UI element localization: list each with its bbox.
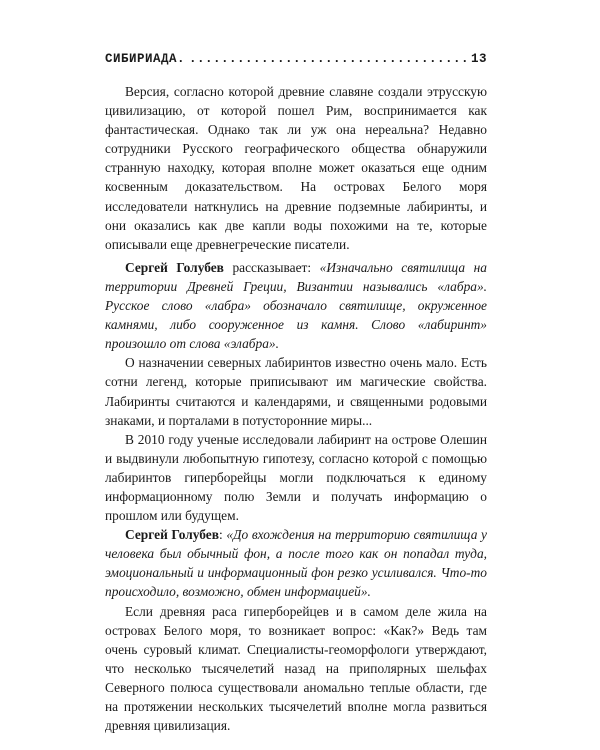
paragraph: Версия, согласно которой древние славяне создали этрусскую цивилизацию, от которой пошел Рим, воспринимается как фантастическая. Однако так ли уж она нереальна? Недавно сотрудники Русского географического общества обнаружили странную находку, которая вполне может оказаться еще одним косвенным доказательством. На островах Белого моря исследователи наткнулись на древние подземные лабиринты, и они оказались как две капли воды похожими на те, которые описывали еще древнегреческие писатели. — [105, 84, 487, 252]
running-head-title: СИБИРИАДА. — [105, 52, 186, 66]
leader-dots — [189, 52, 467, 66]
running-head — [105, 52, 487, 66]
quote-text: «До вхождения на территорию святилища у человека был обычный фон, а после того как он попадал туда, эмоциональный и информационный фон резко усиливался. Что-то происходило, возможно, обмен информацией». — [105, 527, 487, 600]
quote-paragraph: Сергей Голубев рассказывает: «Изначально святилища на территории Древней Греции, Византии назывались «лабра». Русское слово «лабра» обозначало святилище, окруженное камнями, либо сооруженное из камня. Слово «лабиринт» произошло от слова «элабра». — [105, 259, 487, 352]
quote-paragraph: Сергей Голубев: «До вхождения на территорию святилища у человека был обычный фон, а после того как он попадал туда, эмоциональный и информационный фон резко усиливался. Что-то происходило, возможно, обмен информацией». — [105, 527, 487, 600]
page-number: 13 — [470, 52, 487, 66]
paragraph: В 2010 году ученые исследовали лабиринт на острове Олешин и выдвинули любопытную гипотезу, согласно которой с помощью лабиринтов гиперборейцы могли подключаться к единому информационному полю Земли и получать информацию о прошлом или будущем. — [105, 431, 487, 524]
speaker-name: Сергей Голубев — [125, 527, 219, 543]
quote-text: «Изначально святилища на территории Древней Греции, Византии назывались «лабра». Русское слово «лабра» обозначало святилище, окруженное камнями, либо сооруженное из камня. Слово «лабиринт» произошло от слова «элабра». — [105, 259, 487, 352]
body-text — [105, 82, 487, 735]
paragraph: Если древняя раса гиперборейцев и в самом деле жила на островах Белого моря, то возникает вопрос: «Как?» Ведь там очень суровый климат. Специалисты-геоморфологи утверждают, что несколько тысячелетий назад на приполярных шельфах Северного полюса существовали аномально теплые области, где на протяжении нескольких тысячелетий вполне могла развиться древняя цивилизация. — [105, 603, 487, 734]
paragraph: О назначении северных лабиринтов известно очень мало. Есть сотни легенд, которые приписывают им магические свойства. Лабиринты считаются и календарями, и священными родовыми знаками, и порталами в потусторонние миры... — [105, 355, 487, 428]
speaker-name: Сергей Голубев — [125, 259, 224, 275]
